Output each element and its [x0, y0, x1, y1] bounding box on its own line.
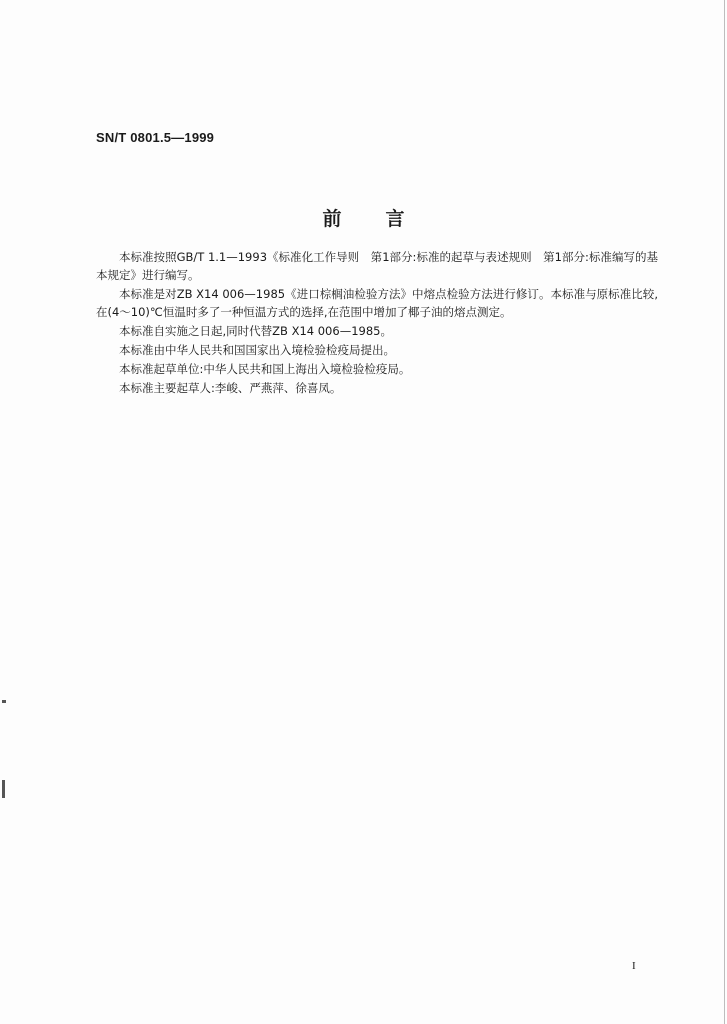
standard-code: SN/T 0801.5—1999	[96, 130, 215, 145]
paragraph-proposer: 本标准由中华人民共和国国家出入境检验检疫局提出。	[119, 343, 395, 357]
scan-edge-mark	[2, 700, 6, 703]
section-title: 前言	[322, 208, 449, 230]
scan-right-edge	[724, 0, 725, 1024]
paragraph-compilation-basis: 本标准按照GB/T 1.1—1993《标准化工作导则 第1部分:标准的起草与表述规则 第1部分:标准编写的基本规定》进行编写。	[96, 250, 658, 282]
scan-edge-mark	[2, 780, 5, 798]
body-text	[96, 248, 658, 398]
paragraph-drafters: 本标准主要起草人:李峻、严燕萍、徐喜凤。	[119, 381, 342, 395]
page-number: I	[632, 960, 636, 972]
paragraph-replacement: 本标准自实施之日起,同时代替ZB X14 006—1985。	[119, 324, 392, 338]
paragraph-revision-note: 本标准是对ZB X14 006—1985《进口棕榈油检验方法》中熔点检验方法进行修订。本标准与原标准比较,在(4～10)℃恒温时多了一种恒温方式的选择,在范围中增加了椰子油的熔点测定。	[96, 287, 658, 319]
paragraph-drafting-unit: 本标准起草单位:中华人民共和国上海出入境检验检疫局。	[119, 362, 411, 376]
